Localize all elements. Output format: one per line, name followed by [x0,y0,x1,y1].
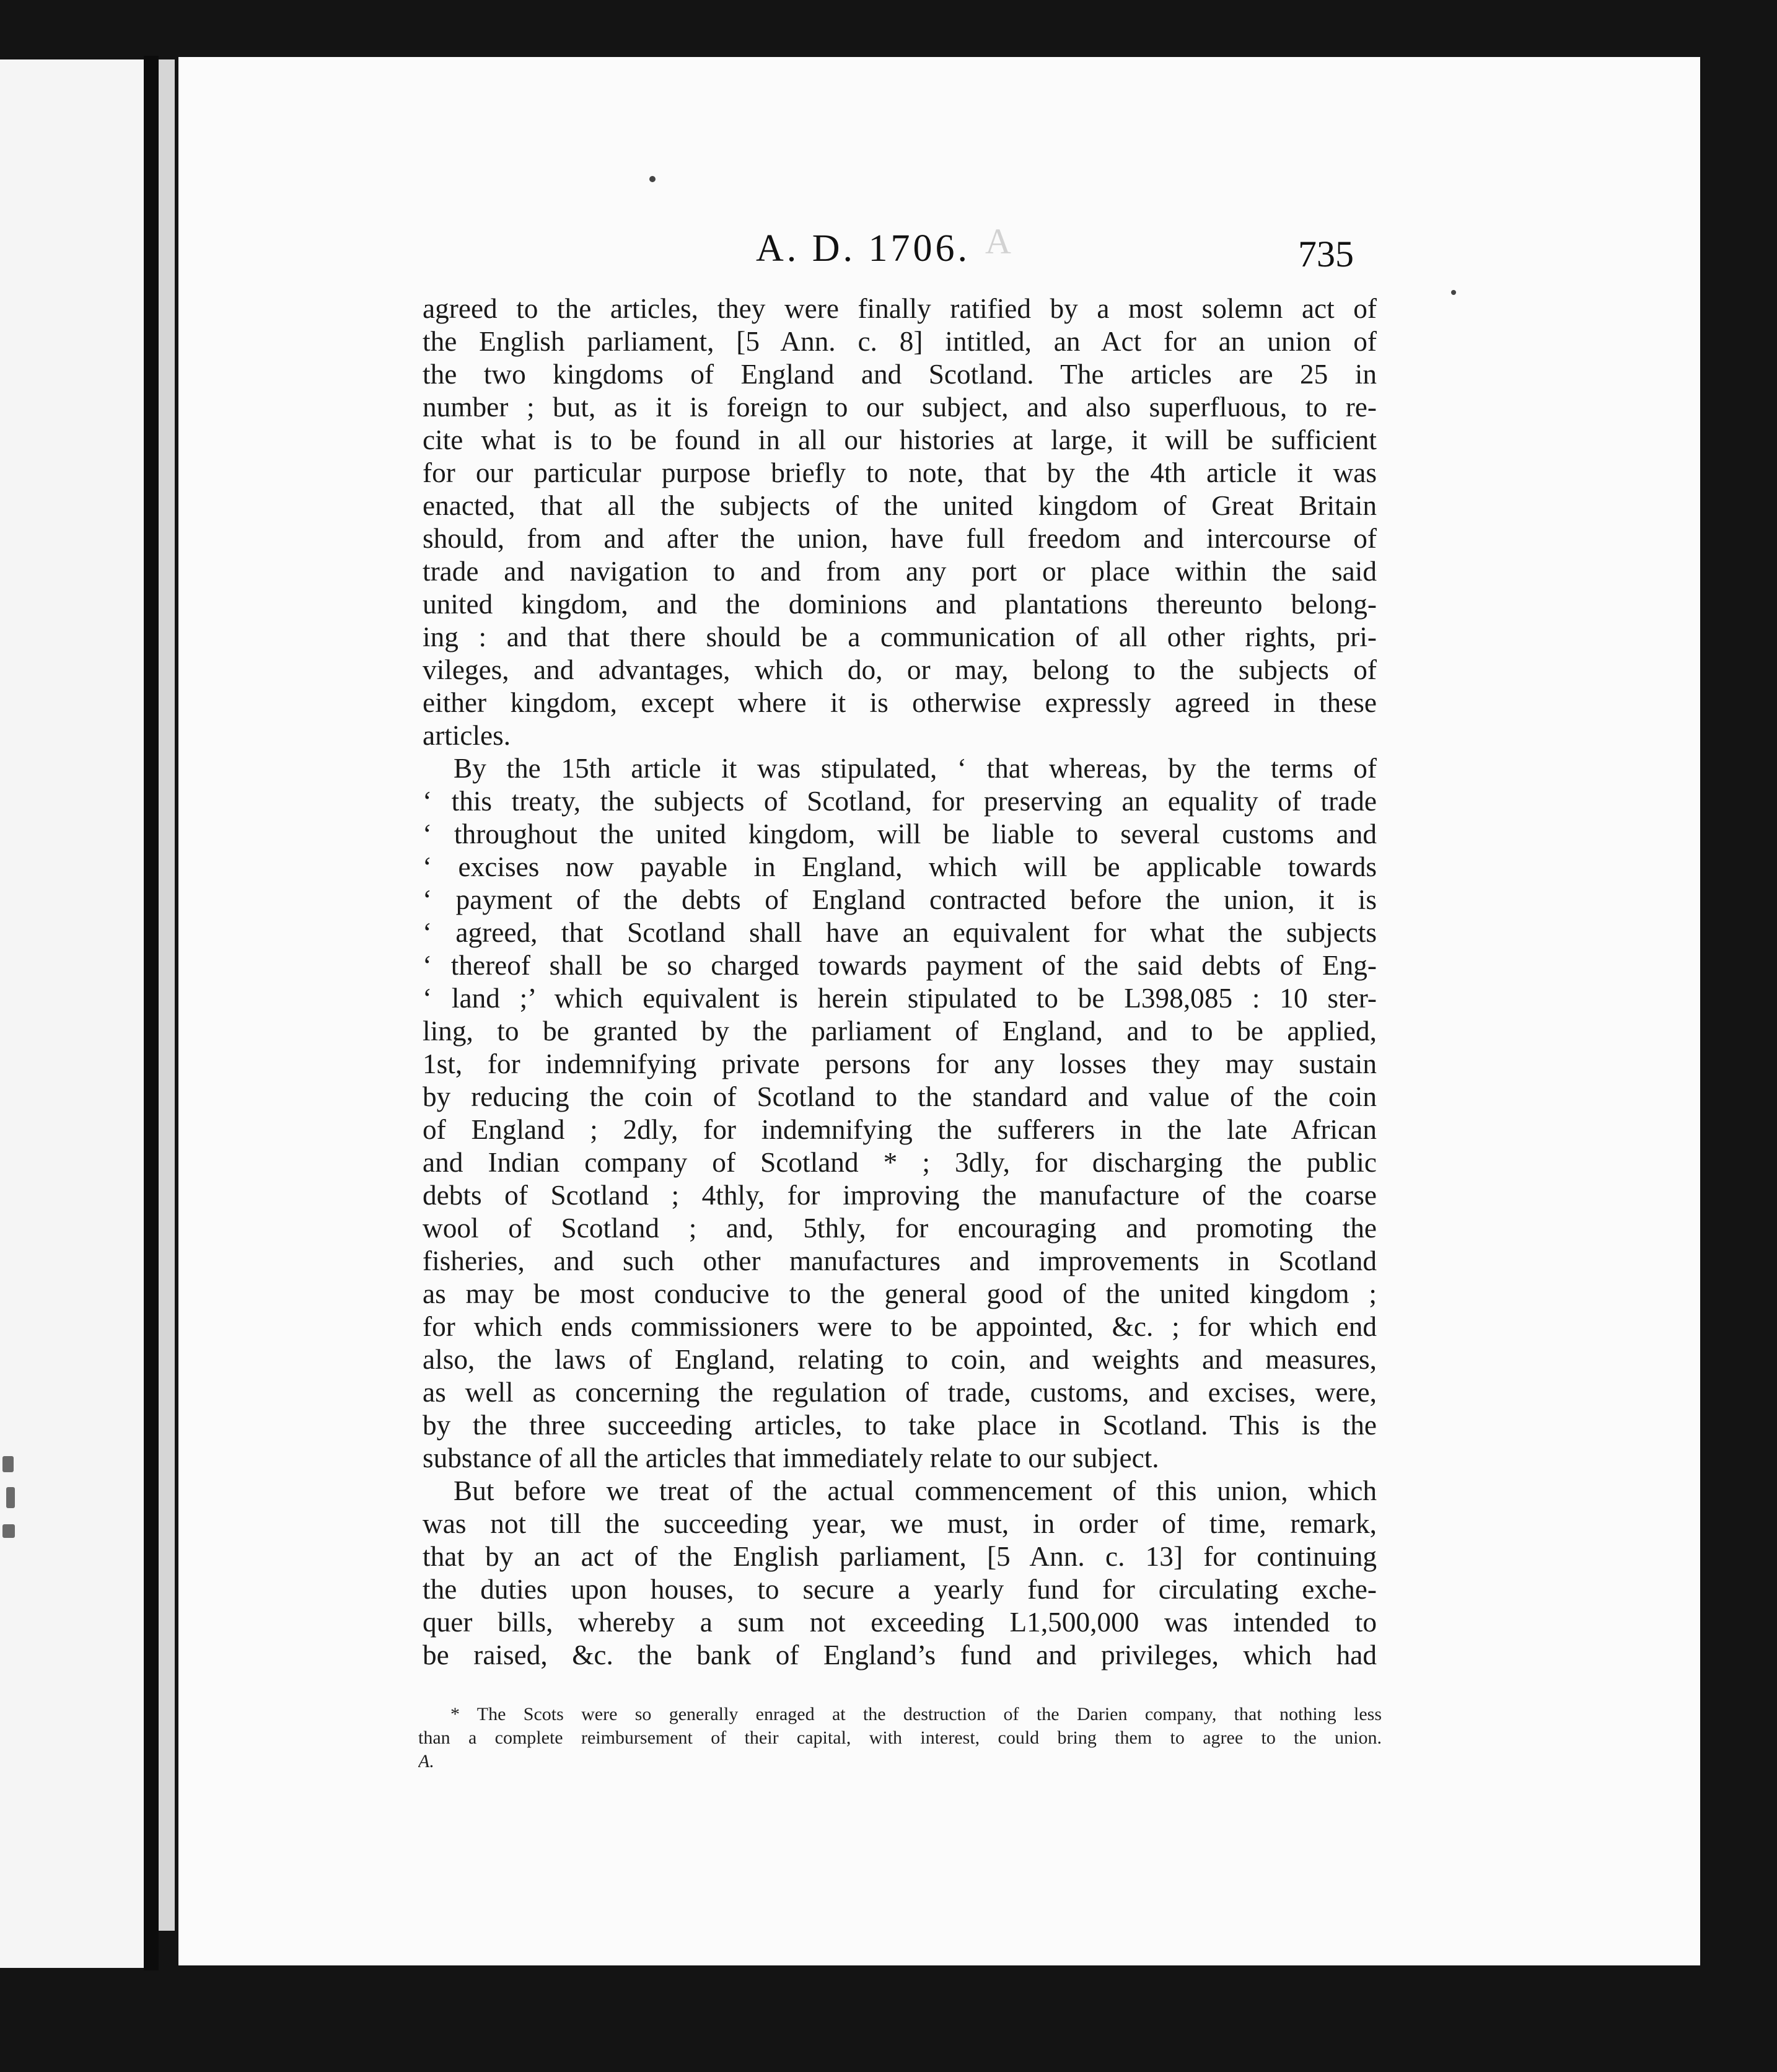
running-head-title: A. D. 1706. [756,227,971,270]
text-line: the duties upon houses, to secure a yearly fund for circulating exche- [423,1574,1377,1605]
show-through-letter: A [985,221,1011,261]
text-line: by reducing the coin of Scotland to the standard and value of the coin [423,1081,1377,1112]
text-line: ‘ payment of the debts of England contracted before the union, it is [423,884,1377,915]
text-line: ing : and that there should be a communication of all other rights, pri- [423,621,1377,652]
text-line: united kingdom, and the dominions and plantations thereunto belong- [423,589,1377,620]
text-line: articles. [423,720,511,751]
margin-specks [0,1450,25,1561]
text-line: of England ; 2dly, for indemnifying the sufferers in the late African [423,1114,1377,1145]
text-line: 1st, for indemnifying private persons for any losses they may sustain [423,1048,1377,1079]
text-line: cite what is to be found in all our histories at large, it will be sufficient [423,424,1377,455]
text-line: ‘ excises now payable in England, which will be applicable towards [423,851,1377,882]
text-line: ‘ agreed, that Scotland shall have an equivalent for what the subjects [423,917,1377,948]
text-line: as may be most conducive to the general good of the united kingdom ; [423,1278,1377,1309]
footnote-line: * The Scots were so generally enraged at the destruction of the Darien company, that nothing less [450,1704,1382,1724]
text-line: and Indian company of Scotland * ; 3dly, for discharging the public [423,1147,1377,1178]
speck-mark [1451,290,1456,295]
speck-mark [649,176,656,182]
text-line: ‘ throughout the united kingdom, will be liable to several customs and [423,819,1377,849]
text-line: ‘ thereof shall be so charged towards payment of the said debts of Eng- [423,950,1377,981]
text-line: as well as concerning the regulation of trade, customs, and excises, were, [423,1377,1377,1408]
text-line: But before we treat of the actual commencement of this union, which [454,1475,1377,1506]
text-line: the two kingdoms of England and Scotland. The articles are 25 in [423,359,1377,390]
text-line: that by an act of the English parliament, [5 Ann. c. 13] for continuing [423,1541,1377,1572]
text-line: substance of all the articles that immediately relate to our subject. [423,1442,1159,1473]
footnote [418,1703,1382,1773]
text-line: ‘ this treaty, the subjects of Scotland, for preserving an equality of trade [423,786,1377,817]
main-text [423,292,1377,1672]
text-line: trade and navigation to and from any port or place within the said [423,556,1377,587]
text-line: enacted, that all the subjects of the united kingdom of Great Britain [423,490,1377,521]
footnote-line: than a complete reimbursement of their capital, with interest, could bring them to agree to the union. [418,1727,1382,1748]
text-line: wool of Scotland ; and, 5thly, for encouraging and promoting the [423,1213,1377,1244]
page-gutter-shadow [144,56,159,1970]
text-line: was not till the succeeding year, we must, in order of time, remark, [423,1508,1377,1539]
footnote-line: A. [418,1751,434,1771]
text-line: agreed to the articles, they were finally ratified by a most solemn act of [423,293,1377,324]
text-line: should, from and after the union, have full freedom and intercourse of [423,523,1377,554]
text-line: number ; but, as it is foreign to our subject, and also superfluous, to re- [423,392,1377,423]
text-line: ling, to be granted by the parliament of England, and to be applied, [423,1016,1377,1047]
text-line: debts of Scotland ; 4thly, for improving the manufacture of the coarse [423,1180,1377,1211]
page-number: 735 [1298,234,1354,274]
text-line: be raised, &c. the bank of England’s fund and privileges, which had [423,1640,1377,1670]
text-line: By the 15th article it was stipulated, ‘ that whereas, by the terms of [454,753,1377,784]
text-line: for which ends commissioners were to be appointed, &c. ; for which end [423,1311,1377,1342]
text-line: fisheries, and such other manufactures and improvements in Scotland [423,1245,1377,1276]
text-line: also, the laws of England, relating to coin, and weights and measures, [423,1344,1377,1375]
text-line: the English parliament, [5 Ann. c. 8] intitled, an Act for an union of [423,326,1377,357]
text-line: for our particular purpose briefly to note, that by the 4th article it was [423,457,1377,488]
text-line: ‘ land ;’ which equivalent is herein stipulated to be L398,085 : 10 ster- [423,983,1377,1014]
text-line: vileges, and advantages, which do, or may, belong to the subjects of [423,654,1377,685]
book-spine [159,59,175,1931]
text-line: quer bills, whereby a sum not exceeding L1,500,000 was intended to [423,1607,1377,1638]
text-line: either kingdom, except where it is otherwise expressly agreed in these [423,687,1377,718]
text-line: by the three succeeding articles, to take place in Scotland. This is the [423,1410,1377,1441]
facing-page-edge [0,59,144,1968]
